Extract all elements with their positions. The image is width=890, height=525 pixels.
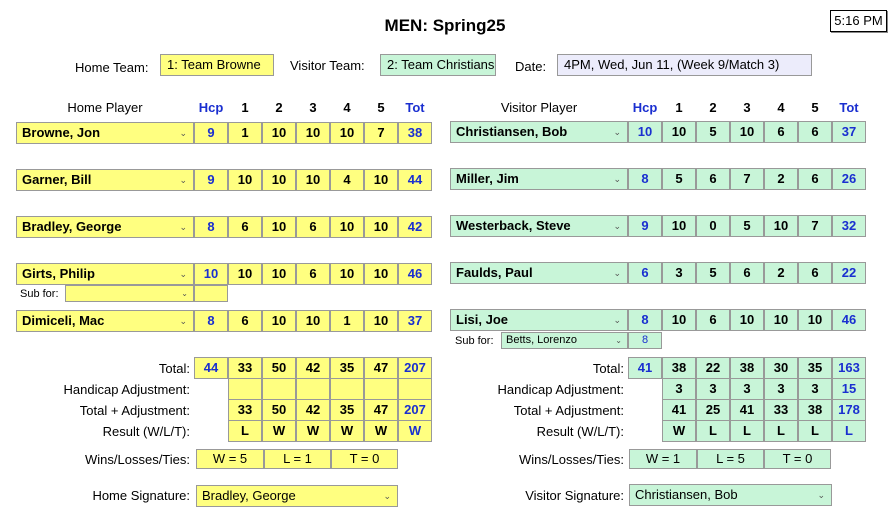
visitor-adjustment-game-5: 3: [798, 378, 832, 400]
visitor-sub-label: Sub for:: [455, 335, 494, 347]
visitor-total-label: Total:: [592, 361, 624, 376]
home-player-2-game-2[interactable]: 10: [262, 169, 296, 191]
visitor-player-4-select[interactable]: [450, 262, 628, 284]
date-field[interactable]: 4PM, Wed, Jun 11, (Week 9/Match 3): [557, 54, 812, 76]
visitor-adjustment-game-2: 3: [696, 378, 730, 400]
visitor-total-adj-game-4: 33: [764, 399, 798, 421]
visitor-player-1-game-2[interactable]: 5: [696, 121, 730, 143]
home-result-game-2: W: [262, 420, 296, 442]
home-signature-select[interactable]: [196, 485, 398, 507]
home-player-3-hcp[interactable]: 8: [194, 216, 228, 238]
chevron-down-icon: ⌄: [179, 316, 187, 326]
home-player-2-game-1[interactable]: 10: [228, 169, 262, 191]
visitor-signature-label: Visitor Signature:: [525, 488, 624, 503]
visitor-total-game-2: 22: [696, 357, 730, 379]
visitor-total-game-3: 38: [730, 357, 764, 379]
visitor-player-3-game-3[interactable]: 5: [730, 215, 764, 237]
visitor-player-1-game-1[interactable]: 10: [662, 121, 696, 143]
visitor-player-2-game-2[interactable]: 6: [696, 168, 730, 190]
visitor-total-adj-game-1: 41: [662, 399, 696, 421]
date-label: Date:: [515, 59, 547, 74]
visitor-player-3-tot: 32: [832, 215, 866, 237]
home-adjustment-tot: [398, 378, 432, 400]
visitor-adjustment-game-4: 3: [764, 378, 798, 400]
home-total-adjustment-label: Total + Adjustment:: [79, 403, 190, 418]
visitor-game-header-1: 1: [675, 100, 683, 115]
visitor-signature-select[interactable]: [629, 484, 832, 506]
home-total-adj-game-4: 35: [330, 399, 364, 421]
home-player-2-game-5[interactable]: 10: [364, 169, 398, 191]
visitor-team-label: Visitor Team:: [290, 58, 365, 73]
home-total-adj-game-1: 33: [228, 399, 262, 421]
home-player-5-select[interactable]: [16, 310, 194, 332]
chevron-down-icon: ⌄: [613, 315, 621, 325]
visitor-player-3-game-1[interactable]: 10: [662, 215, 696, 237]
visitor-adjustment-game-3: 3: [730, 378, 764, 400]
home-total-label: Total:: [158, 361, 190, 376]
chevron-down-icon: ⌄: [179, 269, 187, 279]
home-total-adj-game-5: 47: [364, 399, 398, 421]
visitor-player-3-game-5[interactable]: 7: [798, 215, 832, 237]
visitor-sub-hcp[interactable]: 8: [628, 332, 662, 349]
home-player-4-name: Girts, Philip: [22, 266, 95, 281]
home-result-game-3: W: [296, 420, 330, 442]
home-adjustment-game-2: [262, 378, 296, 400]
visitor-signature-value: Christiansen, Bob: [635, 487, 738, 502]
visitor-player-2-game-4[interactable]: 2: [764, 168, 798, 190]
home-wins: W = 5: [196, 449, 264, 469]
visitor-game-header-2: 2: [709, 100, 717, 115]
visitor-total-adjustment-label: Total + Adjustment:: [513, 403, 624, 418]
visitor-player-4-game-2[interactable]: 5: [696, 262, 730, 284]
home-player-4-game-5[interactable]: 10: [364, 263, 398, 285]
home-player-3-game-3[interactable]: 6: [296, 216, 330, 238]
visitor-result-game-1: W: [662, 420, 696, 442]
visitor-result-game-5: L: [798, 420, 832, 442]
home-game-header-2: 2: [275, 100, 283, 115]
home-adjustment-game-3: [296, 378, 330, 400]
home-total-game-4: 35: [330, 357, 364, 379]
home-hcp-header: Hcp: [198, 100, 224, 115]
visitor-total-tot: 163: [832, 357, 866, 379]
visitor-total-adj-game-2: 25: [696, 399, 730, 421]
chevron-down-icon: ⌄: [613, 268, 621, 278]
home-player-3-name: Bradley, George: [22, 219, 122, 234]
visitor-player-3-name: Westerback, Steve: [456, 218, 571, 233]
visitor-player-1-select[interactable]: [450, 121, 628, 143]
home-player-3-select[interactable]: [16, 216, 194, 238]
visitor-total-game-1: 38: [662, 357, 696, 379]
visitor-result-game-3: L: [730, 420, 764, 442]
home-player-1-game-4[interactable]: 10: [330, 122, 364, 144]
home-player-3-game-2[interactable]: 10: [262, 216, 296, 238]
visitor-player-5-game-5[interactable]: 10: [798, 309, 832, 331]
home-player-5-game-5[interactable]: 10: [364, 310, 398, 332]
visitor-player-5-name: Lisi, Joe: [456, 312, 509, 327]
visitor-handicap-adjustment-label: Handicap Adjustment:: [497, 382, 624, 397]
home-losses: L = 1: [264, 449, 331, 469]
home-game-header-3: 3: [309, 100, 317, 115]
visitor-player-3-game-2[interactable]: 0: [696, 215, 730, 237]
home-total-tot: 207: [398, 357, 432, 379]
home-player-5-game-3[interactable]: 10: [296, 310, 330, 332]
chevron-down-icon: ⌄: [817, 490, 825, 500]
chevron-down-icon: ⌄: [179, 128, 187, 138]
visitor-hcp-header: Hcp: [632, 100, 658, 115]
home-player-5-tot: 37: [398, 310, 432, 332]
home-total-game-1: 33: [228, 357, 262, 379]
home-total-adj-game-2: 50: [262, 399, 296, 421]
visitor-player-4-game-5[interactable]: 6: [798, 262, 832, 284]
home-player-5-game-2[interactable]: 10: [262, 310, 296, 332]
home-player-1-game-5[interactable]: 7: [364, 122, 398, 144]
visitor-player-5-hcp[interactable]: 8: [628, 309, 662, 331]
visitor-adjustment-game-1: 3: [662, 378, 696, 400]
visitor-player-2-select[interactable]: [450, 168, 628, 190]
page-title: MEN: Spring25: [384, 16, 506, 35]
visitor-result-tot: L: [832, 420, 866, 442]
chevron-down-icon: ⌄: [613, 221, 621, 231]
home-player-4-select[interactable]: [16, 263, 194, 285]
home-player-1-game-1[interactable]: 1: [228, 122, 262, 144]
visitor-player-5-game-4[interactable]: 10: [764, 309, 798, 331]
home-player-4-game-3[interactable]: 6: [296, 263, 330, 285]
home-player-3-game-5[interactable]: 10: [364, 216, 398, 238]
visitor-player-4-hcp[interactable]: 6: [628, 262, 662, 284]
home-player-3-game-1[interactable]: 6: [228, 216, 262, 238]
visitor-player-1-game-5[interactable]: 6: [798, 121, 832, 143]
chevron-down-icon: ⌄: [179, 222, 187, 232]
home-player-1-game-3[interactable]: 10: [296, 122, 330, 144]
visitor-wins: W = 1: [629, 449, 697, 469]
visitor-total-adj-game-3: 41: [730, 399, 764, 421]
chevron-down-icon: ⌄: [179, 175, 187, 185]
visitor-total-adj-tot: 178: [832, 399, 866, 421]
home-result-game-5: W: [364, 420, 398, 442]
home-wlt-label: Wins/Losses/Ties:: [85, 452, 190, 467]
home-adjustment-game-4: [330, 378, 364, 400]
visitor-player-2-name: Miller, Jim: [456, 171, 519, 186]
visitor-player-2-tot: 26: [832, 168, 866, 190]
visitor-adjustment-tot: 15: [832, 378, 866, 400]
home-team-field[interactable]: 1: Team Browne: [160, 54, 274, 76]
visitor-total-game-4: 30: [764, 357, 798, 379]
home-player-2-tot: 44: [398, 169, 432, 191]
home-tot-header: Tot: [405, 100, 425, 115]
home-total-hcp: 44: [194, 357, 228, 379]
home-adjustment-game-5: [364, 378, 398, 400]
visitor-result-game-2: L: [696, 420, 730, 442]
home-player-5-name: Dimiceli, Mac: [22, 313, 105, 328]
home-player-2-name: Garner, Bill: [22, 172, 92, 187]
visitor-player-4-game-4[interactable]: 2: [764, 262, 798, 284]
chevron-down-icon: ⌄: [615, 336, 622, 345]
home-sub-select[interactable]: [65, 285, 194, 302]
home-result-tot: W: [398, 420, 432, 442]
visitor-player-2-game-1[interactable]: 5: [662, 168, 696, 190]
home-player-1-name: Browne, Jon: [22, 125, 101, 140]
visitor-sub-select[interactable]: [501, 332, 628, 349]
visitor-player-5-game-3[interactable]: 10: [730, 309, 764, 331]
visitor-total-hcp: 41: [628, 357, 662, 379]
chevron-down-icon: ⌄: [613, 127, 621, 137]
home-player-3-tot: 42: [398, 216, 432, 238]
visitor-player-3-select[interactable]: [450, 215, 628, 237]
visitor-total-adj-game-5: 38: [798, 399, 832, 421]
home-game-header-4: 4: [343, 100, 351, 115]
home-player-2-game-4[interactable]: 4: [330, 169, 364, 191]
visitor-player-2-hcp[interactable]: 8: [628, 168, 662, 190]
home-game-header-5: 5: [377, 100, 385, 115]
home-player-1-game-2[interactable]: 10: [262, 122, 296, 144]
visitor-player-1-game-3[interactable]: 10: [730, 121, 764, 143]
visitor-total-game-5: 35: [798, 357, 832, 379]
home-result-game-1: L: [228, 420, 262, 442]
home-ties: T = 0: [331, 449, 398, 469]
chevron-down-icon: ⌄: [383, 491, 391, 501]
visitor-sub-name: Betts, Lorenzo: [506, 334, 577, 346]
home-total-game-2: 50: [262, 357, 296, 379]
home-player-4-game-4[interactable]: 10: [330, 263, 364, 285]
home-adjustment-game-1: [228, 378, 262, 400]
visitor-player-1-game-4[interactable]: 6: [764, 121, 798, 143]
visitor-player-2-game-3[interactable]: 7: [730, 168, 764, 190]
visitor-player-1-hcp[interactable]: 10: [628, 121, 662, 143]
home-player-2-hcp[interactable]: 9: [194, 169, 228, 191]
visitor-team-field[interactable]: 2: Team Christians: [380, 54, 496, 76]
home-player-5-game-4[interactable]: 1: [330, 310, 364, 332]
home-signature-label: Home Signature:: [92, 488, 190, 503]
home-total-adj-tot: 207: [398, 399, 432, 421]
visitor-game-header-3: 3: [743, 100, 751, 115]
home-player-header: Home Player: [67, 100, 143, 115]
home-player-5-game-1[interactable]: 6: [228, 310, 262, 332]
visitor-result-game-4: L: [764, 420, 798, 442]
home-player-4-game-1[interactable]: 10: [228, 263, 262, 285]
home-player-1-select[interactable]: [16, 122, 194, 144]
visitor-player-4-game-1[interactable]: 3: [662, 262, 696, 284]
home-player-1-hcp[interactable]: 9: [194, 122, 228, 144]
home-handicap-adjustment-label: Handicap Adjustment:: [63, 382, 190, 397]
visitor-player-1-tot: 37: [832, 121, 866, 143]
home-total-game-5: 47: [364, 357, 398, 379]
visitor-player-5-game-1[interactable]: 10: [662, 309, 696, 331]
visitor-player-2-game-5[interactable]: 6: [798, 168, 832, 190]
visitor-result-label: Result (W/L/T):: [536, 424, 624, 439]
visitor-player-5-game-2[interactable]: 6: [696, 309, 730, 331]
home-player-2-select[interactable]: [16, 169, 194, 191]
home-game-header-1: 1: [241, 100, 249, 115]
visitor-player-header: Visitor Player: [500, 100, 578, 115]
home-player-4-game-2[interactable]: 10: [262, 263, 296, 285]
home-sub-hcp[interactable]: [194, 285, 228, 302]
visitor-tot-header: Tot: [839, 100, 859, 115]
visitor-wlt-label: Wins/Losses/Ties:: [519, 452, 624, 467]
home-result-game-4: W: [330, 420, 364, 442]
visitor-player-5-select[interactable]: [450, 309, 628, 331]
visitor-game-header-5: 5: [811, 100, 819, 115]
visitor-game-header-4: 4: [777, 100, 785, 115]
visitor-player-3-game-4[interactable]: 10: [764, 215, 798, 237]
home-total-adj-game-3: 42: [296, 399, 330, 421]
visitor-player-4-game-3[interactable]: 6: [730, 262, 764, 284]
home-total-game-3: 42: [296, 357, 330, 379]
visitor-player-1-name: Christiansen, Bob: [456, 124, 568, 139]
home-player-5-hcp[interactable]: 8: [194, 310, 228, 332]
home-sub-label: Sub for:: [20, 288, 59, 300]
clock-display: 5:16 PM: [830, 10, 887, 32]
chevron-down-icon: ⌄: [613, 174, 621, 184]
chevron-down-icon: ⌄: [181, 289, 188, 298]
home-player-4-tot: 46: [398, 263, 432, 285]
home-player-2-game-3[interactable]: 10: [296, 169, 330, 191]
home-player-3-game-4[interactable]: 10: [330, 216, 364, 238]
visitor-player-4-tot: 22: [832, 262, 866, 284]
visitor-losses: L = 5: [697, 449, 764, 469]
home-player-1-tot: 38: [398, 122, 432, 144]
visitor-player-3-hcp[interactable]: 9: [628, 215, 662, 237]
visitor-player-4-name: Faulds, Paul: [456, 265, 533, 280]
home-result-label: Result (W/L/T):: [102, 424, 190, 439]
home-signature-value: Bradley, George: [202, 488, 296, 503]
home-team-label: Home Team:: [75, 60, 149, 75]
home-player-4-hcp[interactable]: 10: [194, 263, 228, 285]
visitor-player-5-tot: 46: [832, 309, 866, 331]
visitor-ties: T = 0: [764, 449, 831, 469]
